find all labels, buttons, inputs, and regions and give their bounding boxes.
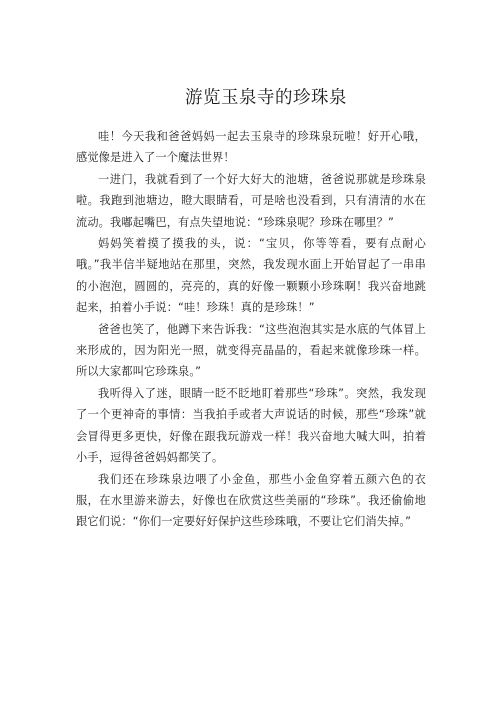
paragraph-5: 我听得入了迷，眼睛一眨不眨地盯着那些“珍珠”。突然，我发现了一个更神奇的事情：当我拍手或者大声说话的时候，那些“珍珠”就会冒得更多更快，好像在跟我玩游戏一样！我兴奋地大喊大叫，拍着小手，逗得爸爸妈妈都笑了。 — [76, 386, 426, 465]
paragraph-6: 我们还在珍珠泉边喂了小金鱼，那些小金鱼穿着五颜六色的衣服，在水里游来游去，好像也在欣赏这些美丽的“珍珠”。我还偷偷地跟它们说：“你们一定要好好保护这些珍珠哦，不要让它们消失掉。” — [76, 472, 426, 529]
page-title: 游览玉泉寺的珍珠泉 — [185, 88, 347, 108]
article-body — [76, 126, 426, 533]
paragraph-1: 哇！今天我和爸爸妈妈一起去玉泉寺的珍珠泉玩啦！好开心哦，感觉像是进入了一个魔法世界！ — [76, 130, 426, 165]
paragraph-3: 妈妈笑着摸了摸我的头，说：“宝贝，你等等看，要有点耐心哦。”我半信半疑地站在那里，突然，我发现水面上开始冒起了一串串的小泡泡，圆圆的，亮亮的，真的好像一颗颗小珍珠啊！我兴奋地跳起来，拍着小手说：“哇！珍珠！真的是珍珠！” — [76, 237, 426, 315]
paragraph-2: 一进门，我就看到了一个好大好大的池塘，爸爸说那就是珍珠泉啦。我跑到池塘边，瞪大眼睛看，可是啥也没看到，只有清清的水在流动。我嘟起嘴巴，有点失望地说：“珍珠泉呢？珍珠在哪里？” — [76, 172, 426, 229]
paragraph-4: 爸爸也笑了，他蹲下来告诉我：“这些泡泡其实是水底的气体冒上来形成的，因为阳光一照，就变得亮晶晶的，看起来就像珍珠一样。所以大家都叫它珍珠泉。” — [76, 322, 426, 379]
